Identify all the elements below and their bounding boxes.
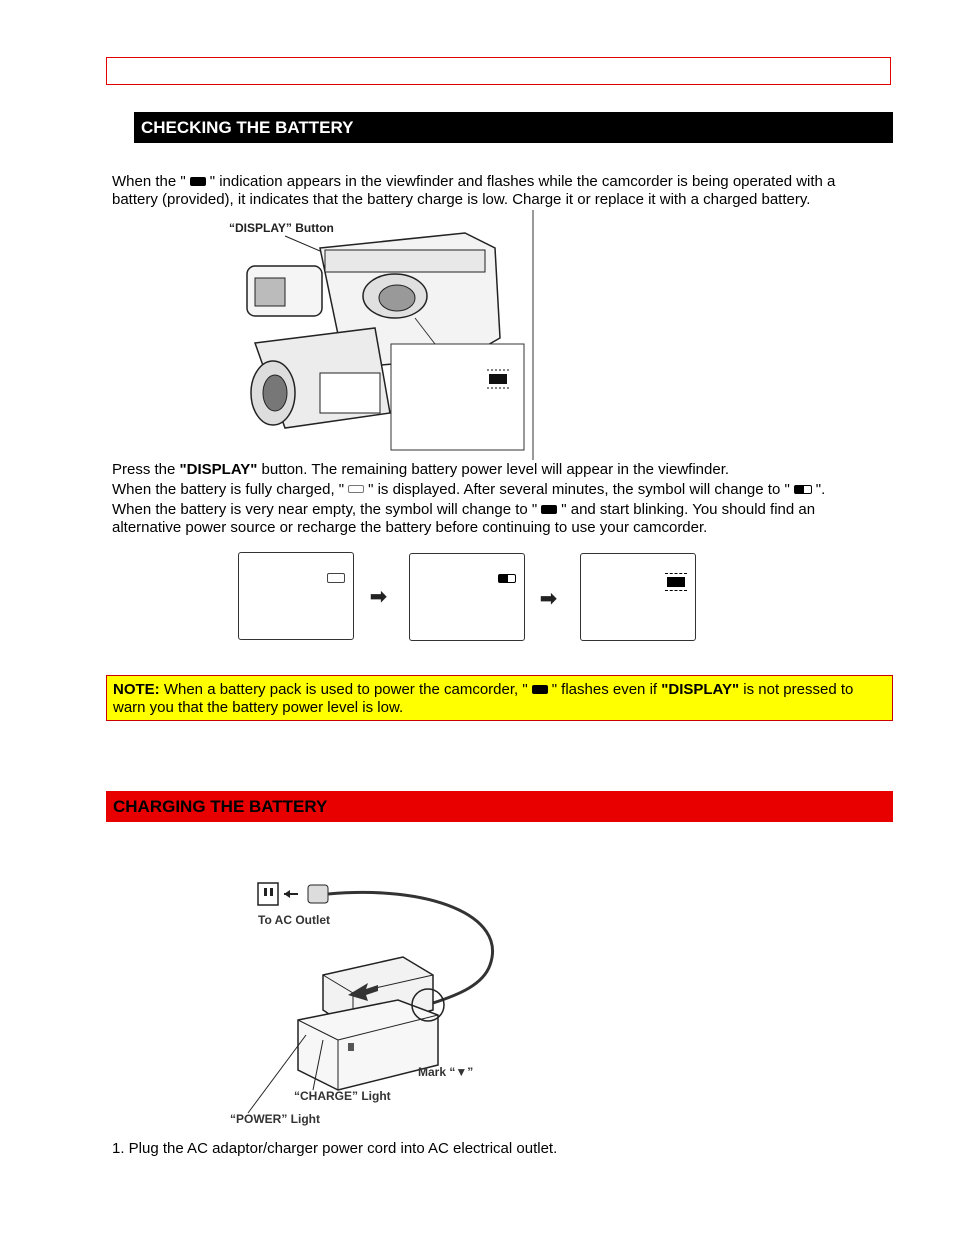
empty-text-b: " and start blinking. You should find an alternative power source or recharge the battery before continuing to use your camcorder.: [112, 501, 816, 536]
battery-empty-icon: [541, 505, 557, 514]
viewfinder-half: [409, 553, 525, 641]
intro-text-a: When the ": [112, 173, 186, 190]
top-banner-box: [106, 57, 891, 85]
charger-illustration: [228, 875, 508, 1130]
battery-half-icon: [498, 574, 516, 583]
viewfinder-empty: [580, 553, 696, 641]
arrow-right-icon: ➡: [370, 586, 387, 608]
display-instructions: [112, 461, 882, 537]
battery-blinking-icon: [667, 577, 685, 587]
intro-text-b: " indication appears in the viewfinder and flashes while the camcorder is being operated with a battery (provided), it indicates that the battery charge is low. Charge it or replace it with a charged battery.: [112, 173, 836, 208]
full-line: [112, 481, 882, 499]
press-text-a: Press the: [112, 461, 180, 478]
display-button-label: “DISPLAY” Button: [229, 221, 334, 235]
arrow-right-icon: ➡: [540, 588, 557, 610]
blink-mark: [665, 573, 687, 574]
blink-mark: [665, 590, 687, 591]
empty-line: [112, 501, 882, 537]
battery-full-icon: [327, 573, 345, 583]
mark-label: Mark “▼”: [418, 1065, 474, 1079]
camcorder-illustration: [225, 208, 537, 463]
viewfinder-full: [238, 552, 354, 640]
note-label: NOTE:: [113, 681, 160, 698]
intro-paragraph: [112, 173, 882, 209]
full-text-a: When the battery is fully charged, ": [112, 481, 345, 498]
full-text-b: " is displayed. After several minutes, the symbol will change to ": [368, 481, 790, 498]
power-light-label: “POWER” Light: [230, 1112, 320, 1126]
press-line: [112, 461, 882, 479]
outlet-label: To AC Outlet: [258, 913, 330, 927]
section-header-checking: CHECKING THE BATTERY: [134, 112, 893, 143]
section-header-charging: CHARGING THE BATTERY: [106, 791, 893, 822]
full-text-c: ".: [815, 481, 826, 498]
battery-full-icon: [348, 485, 364, 493]
note-box: [106, 675, 893, 721]
battery-low-icon: [532, 685, 548, 694]
press-text-b: button. The remaining battery power level will appear in the viewfinder.: [257, 461, 730, 478]
step-1: 1. Plug the AC adaptor/charger power cord into AC electrical outlet.: [112, 1140, 558, 1157]
note-text-a: When a battery pack is used to power the camcorder, ": [159, 681, 528, 698]
charge-light-label: “CHARGE” Light: [294, 1089, 391, 1103]
battery-low-icon: [190, 177, 206, 186]
note-text-b: " flashes even if: [551, 681, 662, 698]
note-text-c: is not pressed to warn you that the battery power level is low.: [113, 681, 854, 716]
battery-half-icon: [794, 485, 812, 494]
empty-text-a: When the battery is very near empty, the symbol will change to ": [112, 501, 538, 518]
note-bold: "DISPLAY": [661, 681, 740, 698]
press-bold: "DISPLAY": [179, 461, 258, 478]
